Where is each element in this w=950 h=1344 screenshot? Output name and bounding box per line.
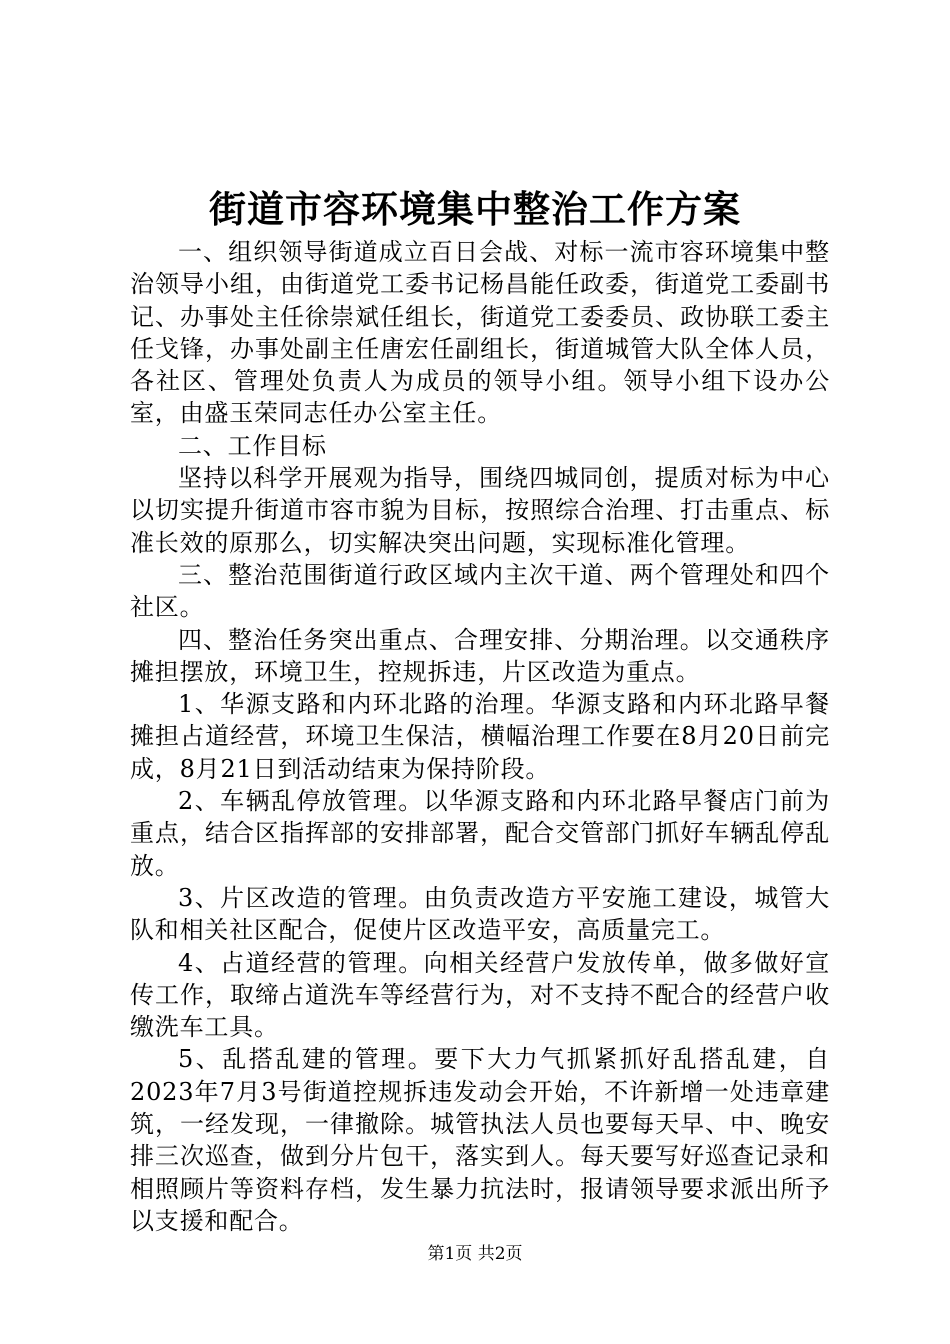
paragraph-goals-heading: 二、工作目标: [178, 431, 327, 460]
page-number: 第1页 共2页: [427, 1244, 523, 1264]
paragraph-task-1: 1、华源支路和内环北路的治理。华源支路和内环北路早餐摊担占道经营，环境卫生保洁，横幅治理工作要在8月20日前完成，8月21日到活动结束为保持阶段。: [130, 690, 830, 783]
paragraph-scope: 三、整治范围街道行政区域内主次干道、两个管理处和四个社区。: [130, 560, 830, 622]
paragraph-task-3: 3、片区改造的管理。由负责改造方平安施工建设，城管大队和相关社区配合，促使片区改造平安，高质量完工。: [130, 883, 830, 945]
document-title: 街道市容环境集中整治工作方案: [209, 187, 741, 231]
paragraph-task-4: 4、占道经营的管理。向相关经营户发放传单，做多做好宣传工作，取缔占道洗车等经营行为，对不支持不配合的经营户收缴洗车工具。: [130, 948, 830, 1042]
paragraph-task-5: 5、乱搭乱建的管理。要下大力气抓紧抓好乱搭乱建，自2023年7月3号街道控规拆违发动会开始，不许新增一处违章建筑，一经发现，一律撤除。城管执法人员也要每天早、中、晚安排三次巡查，做到分片包干，落实到人。每天要写好巡查记录和相照顾片等资料存档，发生暴力抗法时，报请领导要求派出所予以支援和配合。: [130, 1045, 830, 1235]
paragraph-organization: 一、组织领导街道成立百日会战、对标一流市容环境集中整治领导小组，由街道党工委书记杨昌能任政委，街道党工委副书记、办事处主任徐崇斌任组长，街道党工委委员、政协联工委主任戈锋，办事处副主任唐宏任副组长，街道城管大队全体人员，各社区、管理处负责人为成员的领导小组。领导小组下设办公室，由盛玉荣同志任办公室主任。: [130, 238, 830, 428]
paragraph-task-2: 2、车辆乱停放管理。以华源支路和内环北路早餐店门前为重点，结合区指挥部的安排部署，配合交管部门抓好车辆乱停乱放。: [130, 787, 830, 880]
document-body: [130, 236, 830, 1237]
paragraph-tasks: 四、整治任务突出重点、合理安排、分期治理。以交通秩序摊担摆放，环境卫生，控规拆违，片区改造为重点。: [130, 625, 830, 686]
paragraph-goals: 坚持以科学开展观为指导，围绕四城同创，提质对标为中心以切实提升街道市容市貌为目标，按照综合治理、打击重点、标准长效的原那么，切实解决突出问题，实现标准化管理。: [130, 464, 830, 557]
